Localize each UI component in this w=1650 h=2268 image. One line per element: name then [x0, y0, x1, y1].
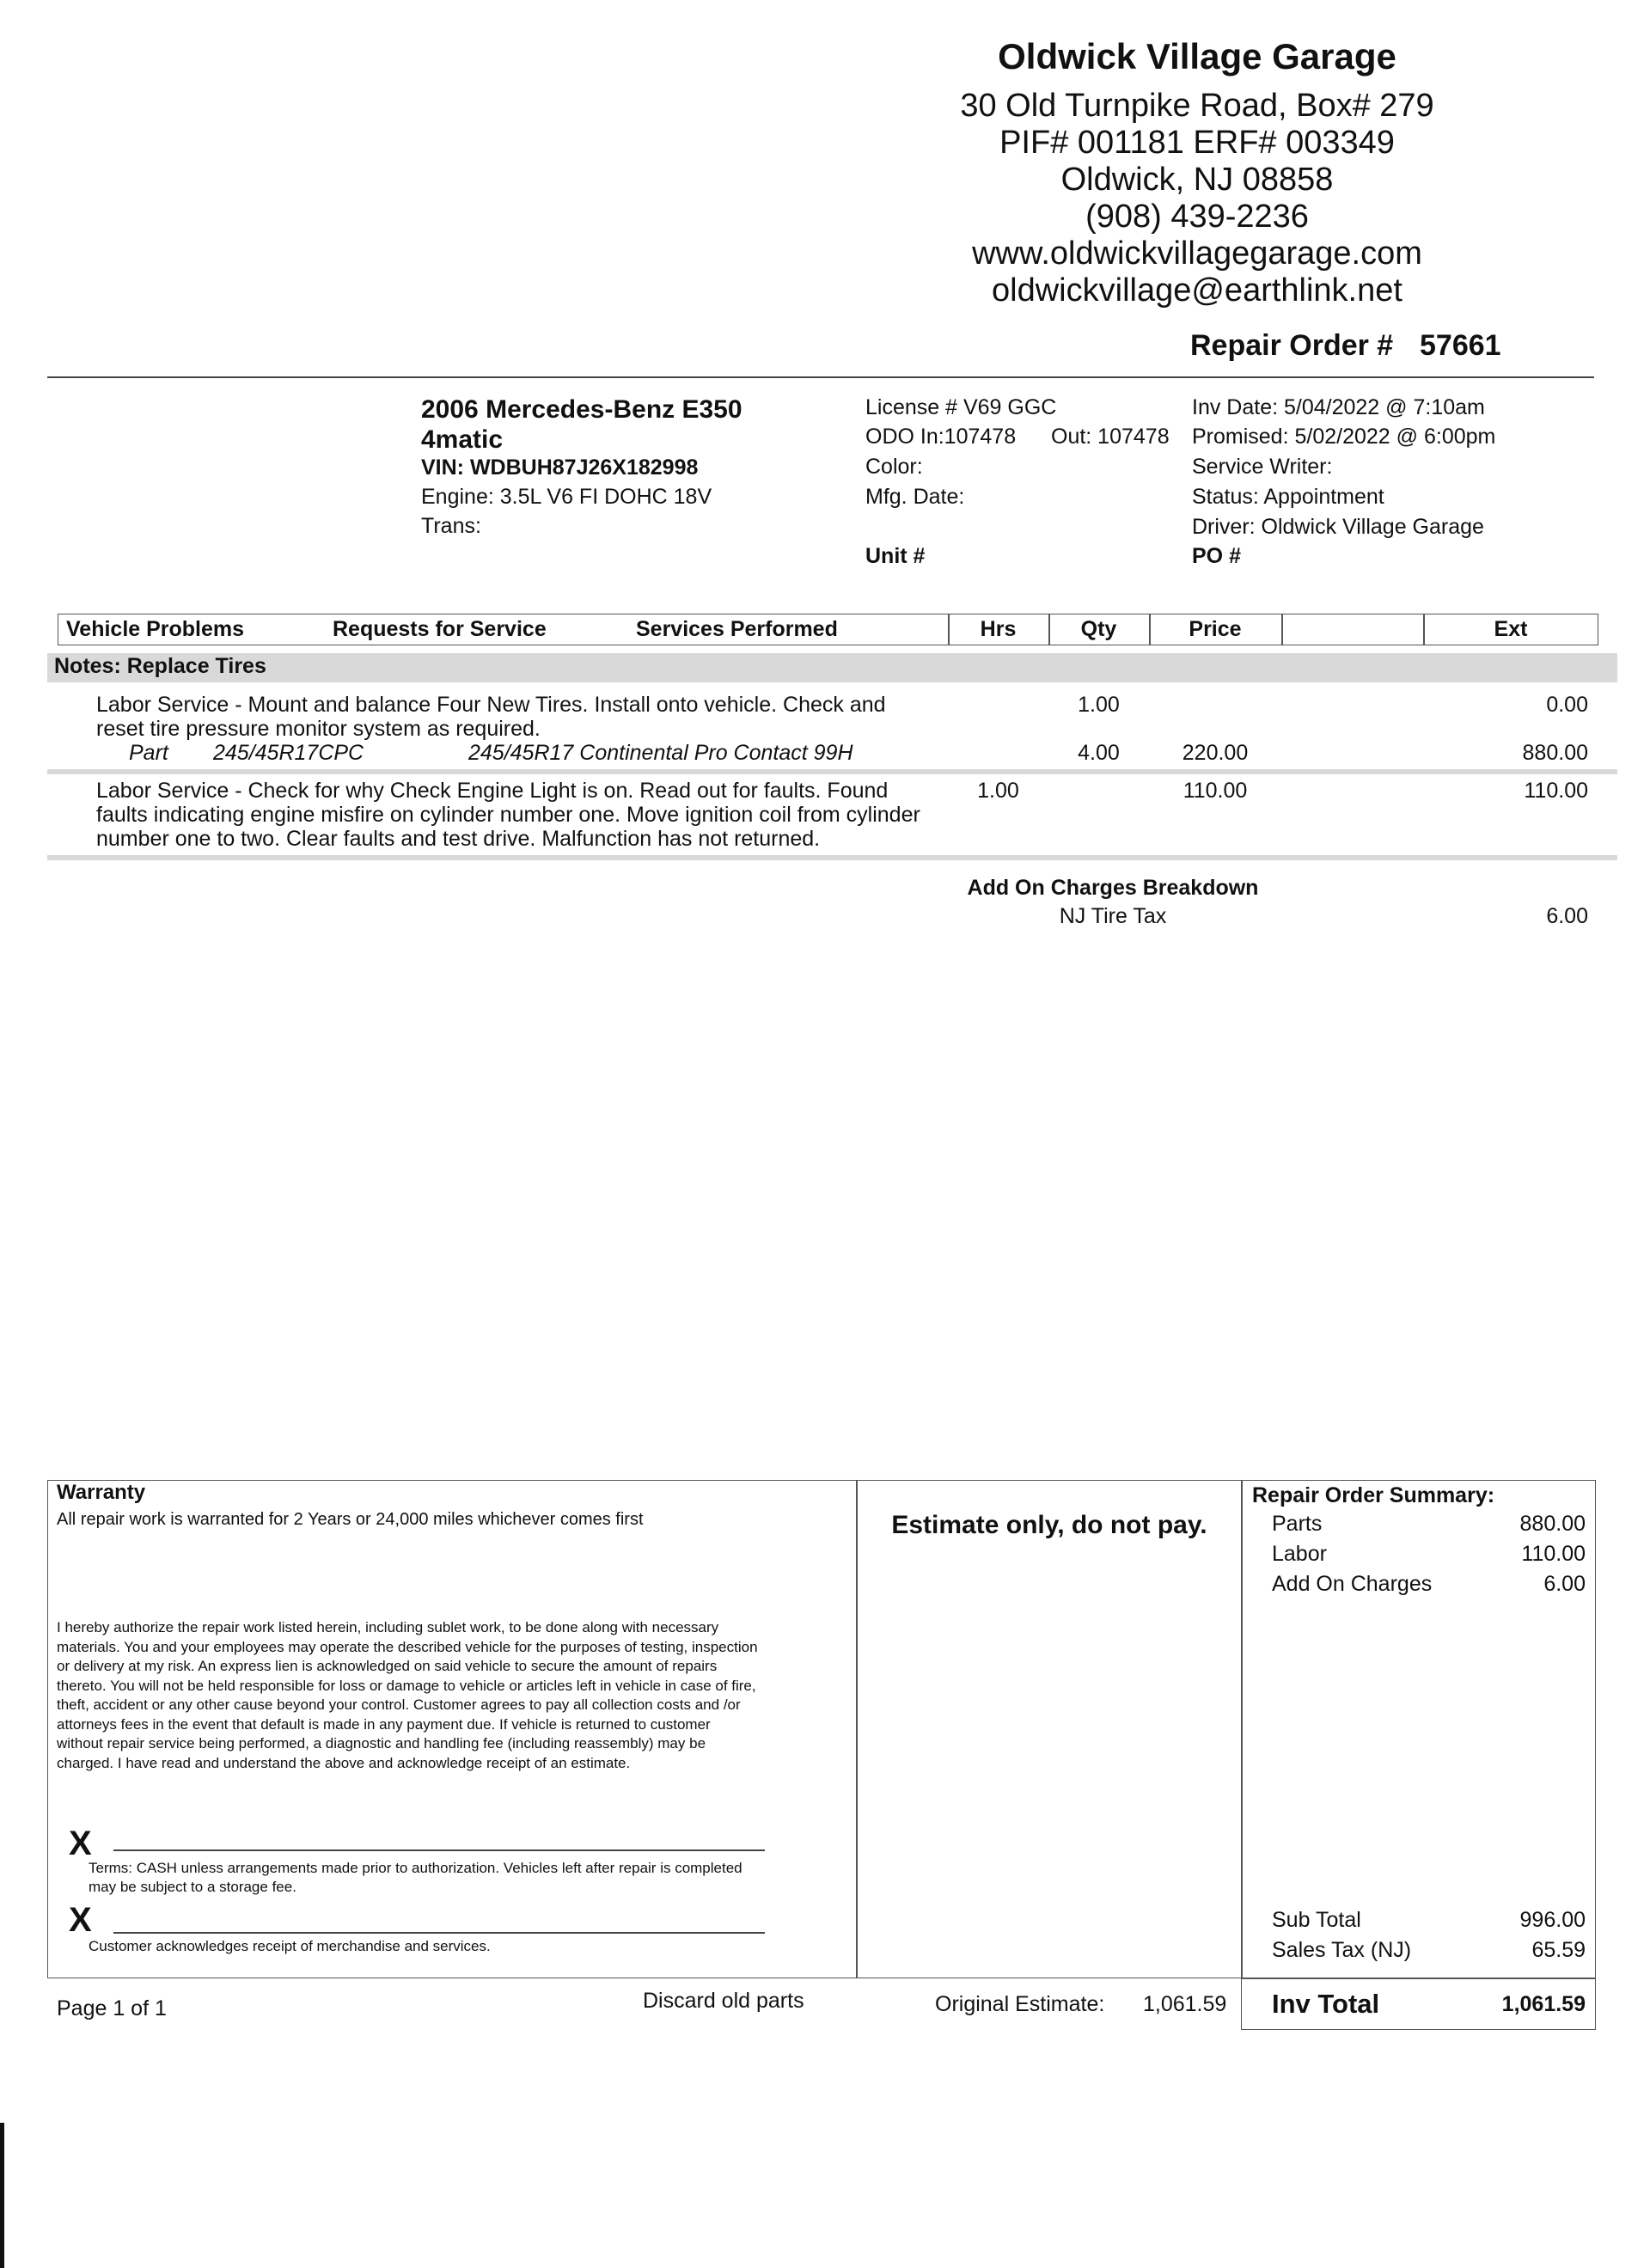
shop-city: Oldwick, NJ 08858 [1060, 162, 1334, 198]
col-hrs: Hrs [980, 617, 1017, 641]
part-ext: 880.00 [1522, 741, 1588, 765]
page-number: Page 1 of 1 [57, 1996, 167, 2020]
notes-text: Notes: Replace Tires [54, 654, 266, 678]
summary-title: Repair Order Summary: [1252, 1483, 1495, 1507]
estimate-note: Estimate only, do not pay. [891, 1511, 1207, 1539]
col-ext: Ext [1494, 617, 1528, 641]
shop-address: 30 Old Turnpike Road, Box# 279 [960, 88, 1434, 124]
warranty-title: Warranty [57, 1481, 146, 1504]
shop-website[interactable]: www.oldwickvillagegarage.com [972, 235, 1422, 272]
summary-labor-label: Labor [1272, 1542, 1327, 1566]
scan-edge-mark [0, 2123, 4, 2268]
vehicle-subtitle: 4matic [421, 425, 504, 454]
warranty-text: All repair work is warranted for 2 Years or 24,000 miles whichever comes first [57, 1510, 644, 1529]
part-price: 220.00 [1182, 741, 1249, 765]
addon-item: NJ Tire Tax [1059, 904, 1167, 928]
discard-note: Discard old parts [643, 1989, 804, 2013]
col-requests: Requests for Service [333, 617, 547, 641]
repair-order-number: 57661 [1420, 329, 1501, 362]
license: License # V69 GGC [865, 395, 1057, 419]
addon-title: Add On Charges Breakdown [967, 876, 1259, 900]
line2-text1: Labor Service - Check for why Check Engine Light is on. Read out for faults. Found [96, 779, 889, 803]
inv-total-label: Inv Total [1272, 1989, 1380, 2019]
signature-line[interactable] [113, 1932, 765, 1934]
signature-line[interactable] [113, 1849, 765, 1851]
line2-text2: faults indicating engine misfire on cylinder number one. Move ignition coil from cylinder [96, 803, 920, 827]
col-vehicle-problems: Vehicle Problems [66, 617, 245, 641]
line1-qty: 1.00 [1078, 693, 1120, 717]
col-price: Price [1189, 617, 1242, 641]
shop-ids: PIF# 001181 ERF# 003349 [999, 125, 1395, 161]
status: Status: Appointment [1192, 485, 1384, 509]
header-divider [47, 376, 1594, 378]
odo-out: Out: 107478 [1051, 425, 1170, 449]
part-description: 245/45R17 Continental Pro Contact 99H [468, 741, 853, 765]
line1-text1: Labor Service - Mount and balance Four New Tires. Install onto vehicle. Check and [96, 693, 886, 717]
terms-line2: may be subject to a storage fee. [89, 1879, 296, 1895]
signature-mark: X [69, 1825, 92, 1862]
signature-mark: X [69, 1901, 92, 1939]
part-number: 245/45R17CPC [213, 741, 364, 765]
vehicle-engine: Engine: 3.5L V6 FI DOHC 18V [421, 485, 712, 509]
promised-date: Promised: 5/02/2022 @ 6:00pm [1192, 425, 1496, 449]
summary-parts-label: Parts [1272, 1512, 1323, 1536]
sales-tax-value: 65.59 [1531, 1938, 1586, 1962]
sales-tax-label: Sales Tax (NJ) [1272, 1938, 1412, 1962]
unit-number: Unit # [865, 544, 926, 568]
shop-email[interactable]: oldwickvillage@earthlink.net [992, 272, 1402, 309]
part-label: Part [129, 741, 168, 765]
line2-text3: number one to two. Clear faults and test drive. Malfunction has not returned. [96, 827, 821, 851]
row-separator [47, 855, 1617, 860]
part-qty: 4.00 [1078, 741, 1120, 765]
color: Color: [865, 455, 923, 479]
line2-price: 110.00 [1182, 779, 1248, 803]
notes-band [47, 653, 1617, 682]
row-separator [47, 769, 1617, 774]
service-writer: Service Writer: [1192, 455, 1333, 479]
subtotal-value: 996.00 [1519, 1908, 1586, 1932]
vehicle-vin: VIN: WDBUH87J26X182998 [421, 455, 699, 480]
po-number: PO # [1192, 544, 1241, 568]
terms-line1: Terms: CASH unless arrangements made prior to authorization. Vehicles left after repair is completed [89, 1860, 742, 1876]
col-services: Services Performed [636, 617, 838, 641]
summary-parts-value: 880.00 [1519, 1512, 1586, 1536]
mfg-date: Mfg. Date: [865, 485, 965, 509]
inv-date: Inv Date: 5/04/2022 @ 7:10am [1192, 395, 1485, 419]
odo-in: ODO In:107478 [865, 425, 1017, 449]
vehicle-title: 2006 Mercedes-Benz E350 [421, 395, 742, 424]
shop-name: Oldwick Village Garage [998, 36, 1396, 76]
addon-value: 6.00 [1546, 904, 1588, 928]
repair-order-label: Repair Order # [1190, 329, 1394, 362]
summary-addon-label: Add On Charges [1272, 1572, 1433, 1596]
line1-text2: reset tire pressure monitor system as required. [96, 717, 541, 741]
shop-phone: (908) 439-2236 [1085, 199, 1309, 235]
col-qty: Qty [1080, 617, 1117, 641]
ack-text: Customer acknowledges receipt of merchandise and services. [89, 1938, 491, 1954]
original-estimate-label: Original Estimate: [935, 1992, 1105, 2016]
original-estimate-value: 1,061.59 [1143, 1992, 1227, 2016]
line2-hrs: 1.00 [977, 779, 1019, 803]
summary-labor-value: 110.00 [1521, 1542, 1586, 1566]
driver: Driver: Oldwick Village Garage [1192, 515, 1484, 539]
inv-total-value: 1,061.59 [1501, 1992, 1586, 2016]
summary-addon-value: 6.00 [1543, 1572, 1586, 1596]
subtotal-label: Sub Total [1272, 1908, 1361, 1932]
line2-ext: 110.00 [1524, 779, 1588, 803]
vehicle-trans: Trans: [421, 514, 481, 538]
line1-ext: 0.00 [1546, 693, 1588, 717]
authorization-text: I hereby authorize the repair work listed herein, including sublet work, to be done along with necessary materials. You and your employees may operate the described vehicle for the purposes of testing, inspection or delivery at my risk. An express lien is acknowledged on said vehicle to secure the amount of repairs thereto. You will not be held responsible for loss or damage to vehicle or articles left in vehicle in case of fire, theft, accident or any other cause beyond your control. Customer agrees to pay all collection costs and /or attorneys fees in the event that default is made in any payment due. If vehicle is returned to customer without repair service being performed, a diagnostic and handling fee (including reassembly) may be charged. I have read and understand the above and acknowledge receipt of an estimate. [57, 1619, 758, 1771]
